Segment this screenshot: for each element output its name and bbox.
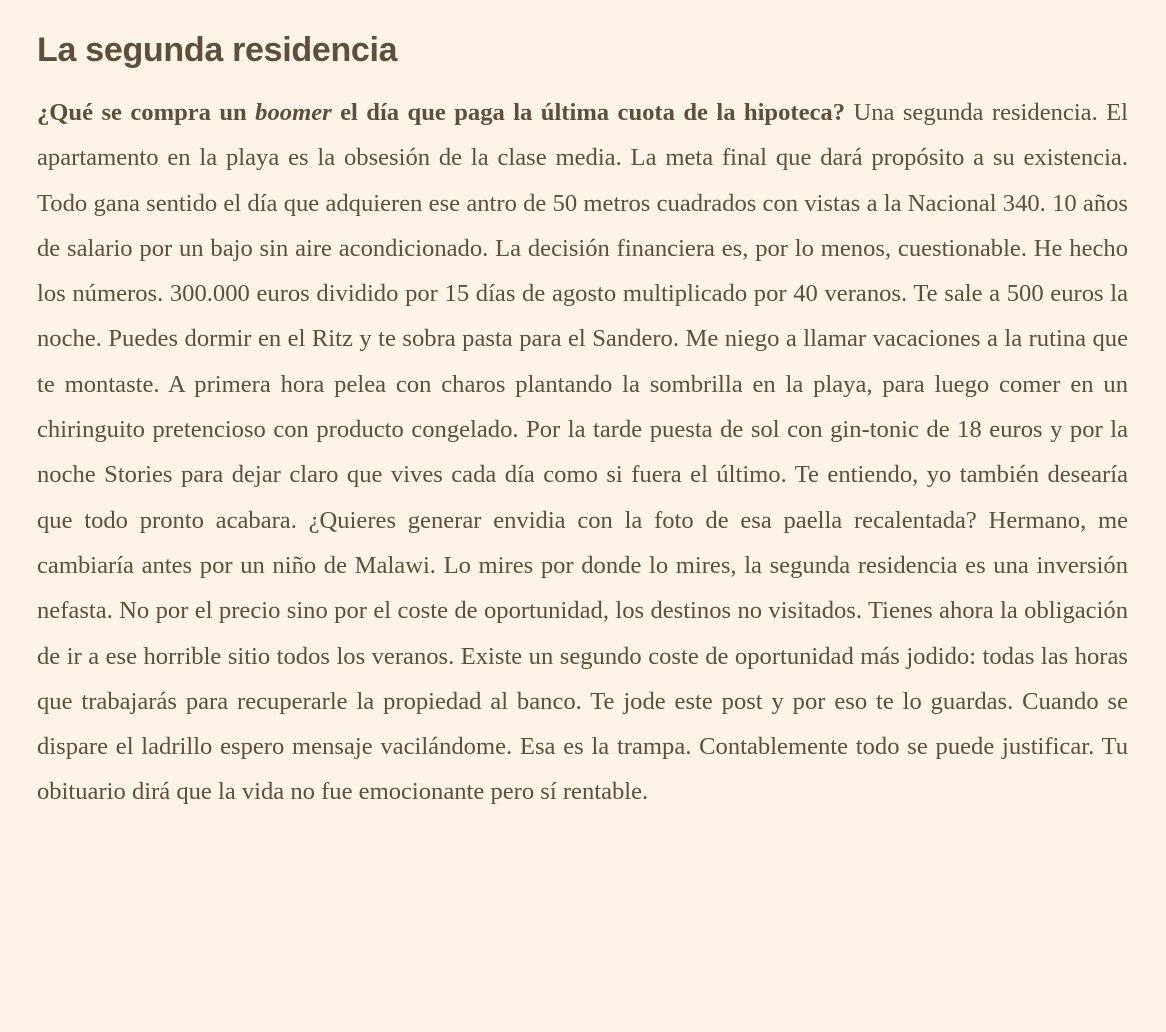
- lead-text-before: ¿Qué se compra un: [37, 99, 256, 126]
- lead-emphasis: boomer: [255, 99, 332, 126]
- lead-text-after: el día que paga la última cuota de la hipoteca?: [331, 99, 846, 126]
- article-body: [37, 90, 1128, 815]
- article-body-text: Una segunda residencia. El apartamento en la playa es la obsesión de la clase media. La meta final que dará propósito a su existencia. Todo gana sentido el día que adquieren ese antro de 50 metros cuadrados con vistas a la Nacional 340. 10 años de salario por un bajo sin aire acondicionado. La decisión financiera es, por lo menos, cuestionable. He hecho los números. 300.000 euros dividido por 15 días de agosto multiplicado por 40 veranos. Te sale a 500 euros la noche. Puedes dormir en el Ritz y te sobra pasta para el Sandero. Me niego a llamar vacaciones a la rutina que te montaste. A primera hora pelea con charos plantando la sombrilla en la playa, para luego comer en un chiringuito pretencioso con producto congelado. Por la tarde puesta de sol con gin-tonic de 18 euros y por la noche Stories para dejar claro que vives cada día como si fuera el último. Te entiendo, yo también desearía que todo pronto acabara. ¿Quieres generar envidia con la foto de esa paella recalentada? Hermano, me cambiaría antes por un niño de Malawi. Lo mires por donde lo mires, la segunda residencia es una inversión nefasta. No por el precio sino por el coste de oportunidad, los destinos no visitados. Tienes ahora la obligación de ir a ese horrible sitio todos los veranos. Existe un segundo coste de oportunidad más jodido: todas las horas que trabajarás para recuperarle la propiedad al banco. Te jode este post y por eso te lo guardas. Cuando se dispare el ladrillo espero mensaje vacilándome. Esa es la trampa. Contablemente todo se puede justificar. Tu obituario dirá que la vida no fue emocionante pero sí rentable.: [37, 99, 1128, 806]
- article-lead: [37, 99, 845, 126]
- article-title: La segunda residencia: [37, 31, 398, 69]
